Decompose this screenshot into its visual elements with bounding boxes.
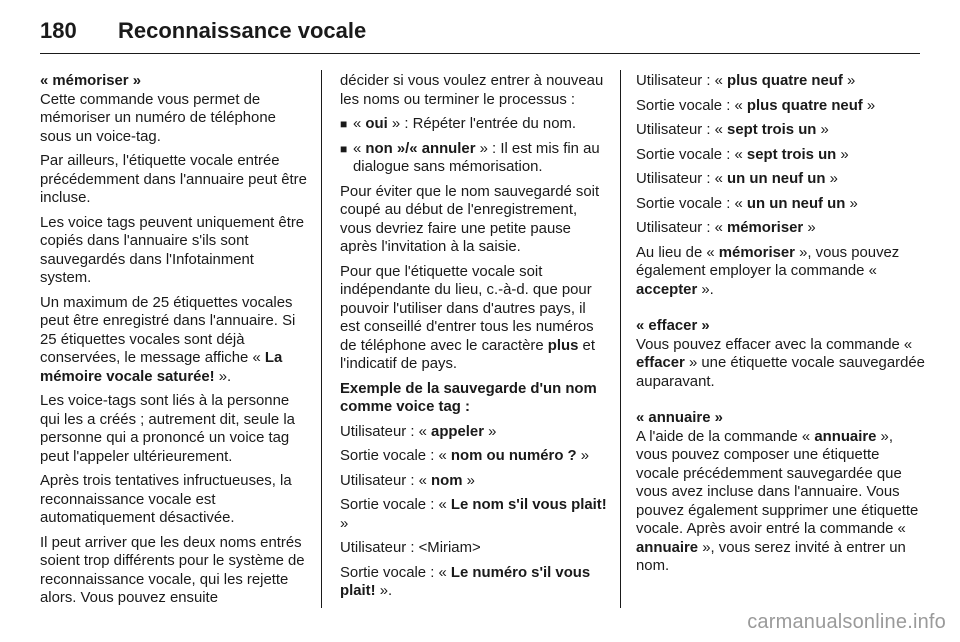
dialog-line [636,195,926,214]
text: ». [214,368,232,385]
dialog-line [636,219,926,238]
text: Utilisateur : « [340,472,432,489]
paragraph: Les voice-tags sont liés à la personne qui les a créés ; autrement dit, seule la personne qui a prononcé un voice tag peut l'appeler ultérieurement. [40,393,295,465]
text: Utilisateur : « [636,122,728,138]
dialog-line [636,72,926,91]
page-number: 180 [40,18,77,43]
text: Au lieu de « [636,244,719,261]
column-divider [620,70,621,608]
command-text: un un neuf un [746,195,846,212]
command-text: nom ou numéro ? [450,448,577,464]
dialog-line [636,170,926,189]
text: Sortie vocale : « [636,146,747,163]
spacer [636,397,926,409]
dialog-line [340,472,608,491]
text: Sortie vocale : « [340,564,451,581]
command-text: accepter [636,281,698,298]
text: » [845,195,858,212]
text: ». [697,281,714,298]
text: « [353,140,366,157]
text: » [462,472,475,489]
text: » [576,448,590,464]
paragraph: Par ailleurs, l'étiquette vocale entrée précédemment dans l'annuaire peut être incluse. [40,153,307,206]
text: » : Il est mis fin au dialogue sans mémorisation. [353,140,600,175]
command-text: Le nom s'il vous plait! [450,497,607,513]
text: Sortie vocale : « [340,448,451,464]
text: Utilisateur : « [636,171,728,187]
page-title: Reconnaissance vocale [118,18,367,43]
example-heading: Exemple de la sauvegarde d'un nom comme voice tag : [340,380,597,415]
command-text: nom [431,472,463,489]
paragraph: décider si vous voulez entrer à nouveau les noms ou terminer le processus : [340,73,604,108]
command-text: plus [547,337,579,354]
dialog-line [340,423,608,442]
paragraph: Pour éviter que le nom sauvegardé soit coupé au début de l'enregistrement, vous devriez faire une petite pause après l'invitation à la saisie. [340,183,600,255]
text: Sortie vocale : « [340,497,451,513]
column-divider [321,70,322,608]
command-text: non [365,140,393,157]
dialog-line [340,496,608,533]
square-bullet-icon: ■ [340,117,348,131]
command-text: plus quatre neuf [746,97,863,114]
command-text: un un neuf un [727,171,826,187]
dialog-line [636,121,926,140]
spacer [636,305,926,317]
paragraph: Les voice tags peuvent uniquement être copiés dans l'annuaire s'ils sont sauvegardés dans l'Infotainment system. [40,214,305,286]
column-2 [340,72,608,607]
text: » [862,97,876,114]
text: Utilisateur : « [340,423,432,440]
square-bullet-icon: ■ [340,141,348,156]
command-text: annuler [421,140,476,157]
list-item-text [353,140,608,177]
text: Vous pouvez effacer avec la commande « [636,336,913,353]
page-header [40,14,920,54]
watermark: carmanualsonline.info [747,611,946,633]
command-text: sept trois un [746,146,837,163]
dialog-line [636,97,926,116]
paragraph: Il peut arriver que les deux noms entrés soient trop différents pour le système de reconnaissance vocale, qui les rejette alors. Vous pouvez ensuite [40,534,305,606]
list-item [340,140,608,177]
text: « [353,116,366,132]
dialog-line: Utilisateur : <Miriam> [340,540,481,556]
text: » [803,220,816,236]
message-text: La mémoire vocale saturée! [40,350,283,385]
command-text: Le numéro s'il vous plait! [340,564,591,599]
text: » [340,515,349,532]
command-text: mémoriser [718,244,795,261]
paragraph [636,336,926,392]
column-3 [636,72,926,582]
text: », vous serez invité à entrer un nom. [636,539,906,574]
text: » [836,146,849,163]
list-item [340,115,608,134]
section-heading-effacer: « effacer » [636,318,710,334]
text: », vous pouvez composer une étiquette vocale précédemment sauvegardée que vous avez incluse dans l'annuaire. Vous pouvez également supprimer une étiquette vocale. Après avoir entré la commande « [636,428,919,537]
command-text: appeler [431,423,484,440]
command-text: annuaire [636,539,699,556]
text: Un maximum de 25 étiquettes vocales peut être enregistré dans l'annuaire. Si 25 étiquettes vocales sont déjà conservées, le message affiche « [40,294,296,366]
text: », vous pouvez également employer la commande « [636,244,900,279]
command-text: annuaire [814,428,877,445]
dialog-line [340,564,608,601]
text: Utilisateur : « [636,73,728,89]
section-heading-memoriser: « mémoriser » [40,73,141,89]
command-text: effacer [636,355,685,371]
text: » [484,423,497,440]
paragraph [636,244,926,300]
text: » [842,73,856,89]
text: » : Répéter l'entrée du nom. [387,116,577,132]
text: Pour que l'étiquette vocale soit indépendante du lieu, c.-à-d. que pour pouvoir l'utiliser dans d'autres pays, il est conseillé d'entrer tous les numéros de téléphone avec le caractère [340,263,594,354]
paragraph: Après trois tentatives infructueuses, la reconnaissance vocale est automatiquement désactivée. [40,473,292,526]
paragraph [340,263,608,374]
dialog-line [340,447,608,466]
text: ». [375,583,393,599]
command-text: sept trois un [727,122,817,138]
text: » [816,122,829,138]
command-text: mémoriser [727,220,804,236]
text: » [825,171,838,187]
section-heading-annuaire: « annuaire » [636,410,723,426]
list-item-text [353,115,608,134]
text: » une étiquette vocale sauvegardée auparavant. [636,355,925,390]
text: Utilisateur : « [636,220,728,236]
command-text: oui [365,116,388,132]
paragraph [40,294,308,387]
text: Sortie vocale : « [636,97,747,114]
paragraph [636,428,926,576]
text: »/« [392,140,422,157]
text: et l'indicatif de pays. [340,337,595,372]
text: A l'aide de la commande « [636,428,815,445]
dialog-line [636,146,926,165]
text: Sortie vocale : « [636,195,747,212]
column-1 [40,72,308,614]
command-text: plus quatre neuf [727,73,843,89]
paragraph: Cette commande vous permet de mémoriser un numéro de téléphone sous un voice-tag. [40,91,276,145]
